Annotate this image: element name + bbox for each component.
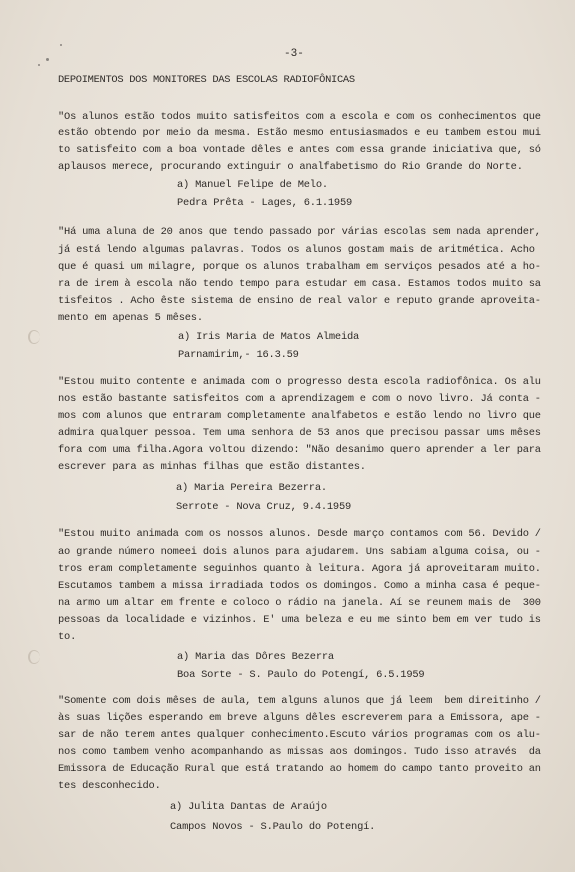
signature: a) Julita Dantas de Araújo <box>170 801 327 813</box>
text-line: "Somente com dois mêses de aula, tem alguns alunos que já leem bem direitinho / <box>58 695 541 707</box>
signature: a) Manuel Felipe de Melo. <box>177 179 328 191</box>
text-line: Emissora de Educação Rural que está tratando ao homem do campo tanto proveito an <box>58 763 541 775</box>
signature: a) Maria Pereira Bezerra. <box>176 482 327 494</box>
signature: a) Iris Maria de Matos Almeida <box>178 331 360 343</box>
text-line: estão obtendo por meio da mesma. Estão mesmo entusiasmados e eu tambem estou mui <box>58 127 541 139</box>
signature: a) Maria das Dôres Bezerra <box>177 651 334 663</box>
place-date: Campos Novos - S.Paulo do Potengí. <box>170 821 376 833</box>
text-line: sar de não terem antes qualquer conhecimento.Escuto vários programas com os alu- <box>58 729 541 741</box>
page-number: -3- <box>284 48 304 60</box>
text-line: nos como tambem venho acompanhando as missas aos domingos. Tudo isso através da <box>58 746 541 758</box>
text-line: escrever para as minhas filhas que estão distantes. <box>58 461 366 473</box>
place-date: Pedra Prêta - Lages, 6.1.1959 <box>177 197 353 209</box>
text-line: admira qualquer pessoa. Tem uma senhora de 53 anos que precisou passar ums mêses <box>58 427 541 439</box>
text-line: ra de irem à escola não tendo tempo para estudar em casa. Estamos todos muito sa <box>58 278 541 290</box>
place-date: Serrote - Nova Cruz, 9.4.1959 <box>176 501 352 513</box>
text-line: fora com uma filha.Agora voltou dizendo: "Não desanimo quero aprender a ler para <box>58 444 541 456</box>
text-line: "Estou muito contente e animada com o progresso desta escola radiofônica. Os alu <box>58 376 541 388</box>
text-line: to. <box>58 631 77 643</box>
text-line: que é quasi um milagre, porque os alunos trabalham em serviços pesados até a ho- <box>58 261 541 273</box>
ink-speck <box>60 44 62 46</box>
text-line: ao grande número nomeei dois alunos para ajudarem. Uns sabiam alguma coisa, ou - <box>58 546 541 558</box>
text-line: Escutamos tambem a missa irradiada todos os domingos. Como a minha casa é peque- <box>58 580 541 592</box>
text-line: aplausos merece, procurando extinguir o analfabetismo do Rio Grande do Norte. <box>58 161 523 173</box>
text-line: tes desconhecido. <box>58 780 161 792</box>
text-line: já está lendo algumas palavras. Todos os alunos gostam mais de aritmética. Acho <box>58 244 535 256</box>
text-line: tros eram completamente seguinhos quanto à leitura. Agora já aproveitaram muito. <box>58 563 541 575</box>
text-line: na armo um altar em frente e coloco o rádio na janela. Aí se reunem mais de 300 <box>58 597 541 609</box>
text-line: "Estou muito animada com os nossos alunos. Desde março contamos com 56. Devido / <box>58 528 541 540</box>
text-line: mento em apenas 5 mêses. <box>58 312 203 324</box>
text-line: pessoas da localidade e vizinhos. E' uma beleza e eu me sinto bem em ver tudo is <box>58 614 541 626</box>
punch-hole <box>28 330 40 344</box>
text-line: mos com alunos que entraram completamente analfabetos e estão lendo no livro que <box>58 410 541 422</box>
ink-speck <box>38 64 40 66</box>
text-line: nos estão bastante satisfeitos com a aprendizagem e com o novo livro. Já conta - <box>58 393 541 405</box>
document-header: DEPOIMENTOS DOS MONITORES DAS ESCOLAS RADIOFÔNICAS <box>58 74 355 86</box>
text-line: "Há uma aluna de 20 anos que tendo passado por várias escolas sem nada aprender, <box>58 226 541 238</box>
place-date: Boa Sorte - S. Paulo do Potengí, 6.5.1959 <box>177 669 425 681</box>
place-date: Parnamirim,- 16.3.59 <box>178 349 299 361</box>
punch-hole <box>28 650 40 664</box>
text-line: to satisfeito com a boa vontade dêles e antes com essa grande iniciativa que, só <box>58 144 541 156</box>
text-line: tisfeitos . Acho êste sistema de ensino de real valor e reputo grande aproveita- <box>58 295 541 307</box>
text-line: às suas lições esperando em breve alguns dêles escreverem para a Emissora, ape - <box>58 712 541 724</box>
text-line: "Os alunos estão todos muito satisfeitos com a escola e com os conhecimentos que <box>58 111 541 123</box>
ink-speck <box>46 58 49 61</box>
